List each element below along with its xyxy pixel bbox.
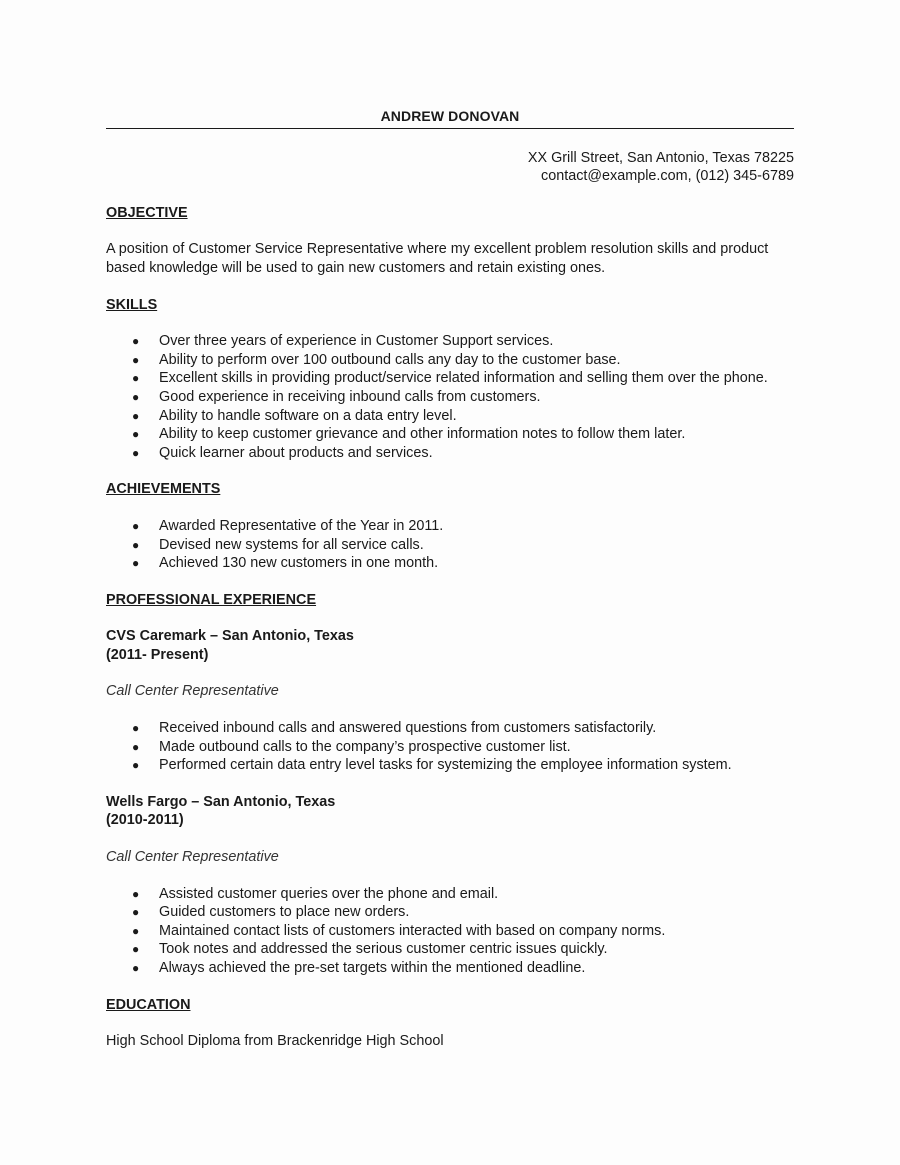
job-role: Call Center Representative — [106, 849, 279, 866]
list-item-text: Quick learner about products and services. — [159, 444, 433, 461]
list-item-text: Devised new systems for all service calls. — [159, 536, 424, 553]
job-duties-list — [106, 885, 794, 978]
bullet-icon: ● — [132, 886, 140, 901]
list-item-text: Good experience in receiving inbound calls from customers. — [159, 388, 541, 405]
list-item-text: Always achieved the pre-set targets within the mentioned deadline. — [159, 960, 586, 976]
list-item — [106, 922, 794, 941]
education-text: High School Diploma from Brackenridge High School — [106, 1033, 444, 1050]
education-heading: EDUCATION — [106, 996, 191, 1013]
bullet-icon: ● — [132, 427, 140, 442]
bullet-icon: ● — [132, 923, 140, 938]
list-item-text: Maintained contact lists of customers interacted with based on company norms. — [159, 922, 666, 939]
objective-text — [106, 240, 794, 277]
bullet-icon: ● — [132, 942, 140, 957]
list-item — [106, 554, 794, 573]
objective-line: based knowledge will be used to gain new customers and retain existing ones. — [106, 259, 606, 276]
contact-block — [106, 149, 794, 186]
job-company: CVS Caremark – San Antonio, Texas — [106, 628, 354, 645]
bullet-icon: ● — [132, 758, 140, 773]
bullet-icon: ● — [132, 961, 140, 975]
list-item-text: Over three years of experience in Customer Support services. — [159, 333, 554, 350]
achievements-heading: ACHIEVEMENTS — [106, 481, 221, 498]
list-item-text: Awarded Representative of the Year in 2011. — [159, 517, 444, 534]
bullet-icon: ● — [132, 905, 140, 920]
job-duties-list — [106, 719, 794, 775]
resume-content — [106, 107, 794, 1051]
bullet-icon: ● — [132, 518, 140, 533]
bullet-icon: ● — [132, 352, 140, 367]
list-item — [106, 885, 794, 904]
bullet-icon: ● — [132, 371, 140, 386]
candidate-name: ANDREW DONOVAN — [106, 107, 794, 129]
list-item-text: Made outbound calls to the company’s prospective customer list. — [159, 738, 571, 755]
job-company: Wells Fargo – San Antonio, Texas — [106, 793, 336, 810]
objective-line: A position of Customer Service Representative where my excellent problem resolution skills and product — [106, 241, 769, 258]
list-item-text: Assisted customer queries over the phone and email. — [159, 885, 499, 902]
objective-heading: OBJECTIVE — [106, 204, 188, 221]
list-item — [106, 940, 794, 959]
list-item — [106, 536, 794, 555]
list-item-text: Performed certain data entry level tasks for systemizing the employee information system. — [159, 757, 732, 774]
experience-heading: PROFESSIONAL EXPERIENCE — [106, 591, 317, 608]
list-item — [106, 351, 794, 370]
job-entry — [106, 627, 794, 775]
list-item — [106, 332, 794, 351]
list-item — [106, 407, 794, 426]
list-item — [106, 903, 794, 922]
job-period: (2010-2011) — [106, 812, 184, 829]
list-item-text: Ability to handle software on a data entry level. — [159, 407, 457, 424]
list-item — [106, 719, 794, 738]
list-item — [106, 756, 794, 775]
list-item — [106, 425, 794, 444]
skills-heading: SKILLS — [106, 296, 158, 313]
list-item — [106, 444, 794, 463]
job-period: (2011- Present) — [106, 646, 209, 663]
bullet-icon: ● — [132, 445, 140, 460]
bullet-icon: ● — [132, 408, 140, 423]
list-item — [106, 517, 794, 536]
list-item — [106, 369, 794, 388]
contact-line: contact@example.com, (012) 345-6789 — [541, 168, 794, 185]
list-item — [106, 388, 794, 407]
achievements-list — [106, 517, 794, 573]
bullet-icon: ● — [132, 721, 140, 736]
list-item — [106, 738, 794, 757]
bullet-icon: ● — [132, 739, 140, 754]
bullet-icon: ● — [132, 334, 140, 349]
list-item-text: Ability to keep customer grievance and other information notes to follow them later. — [159, 426, 686, 443]
bullet-icon: ● — [132, 537, 140, 552]
list-item-text: Excellent skills in providing product/service related information and selling them over the phone. — [159, 370, 768, 387]
list-item-text: Ability to perform over 100 outbound calls any day to the customer base. — [159, 351, 621, 368]
list-item-text: Received inbound calls and answered questions from customers satisfactorily. — [159, 720, 657, 737]
list-item-text: Took notes and addressed the serious customer centric issues quickly. — [159, 941, 608, 958]
skills-list — [106, 332, 794, 462]
job-entry — [106, 793, 794, 978]
list-item-text: Guided customers to place new orders. — [159, 904, 410, 921]
list-item — [106, 959, 794, 978]
bullet-icon: ● — [132, 389, 140, 404]
list-item-text: Achieved 130 new customers in one month. — [159, 555, 439, 572]
job-role: Call Center Representative — [106, 683, 279, 700]
address-line: XX Grill Street, San Antonio, Texas 78225 — [527, 149, 794, 166]
bullet-icon: ● — [132, 556, 140, 571]
